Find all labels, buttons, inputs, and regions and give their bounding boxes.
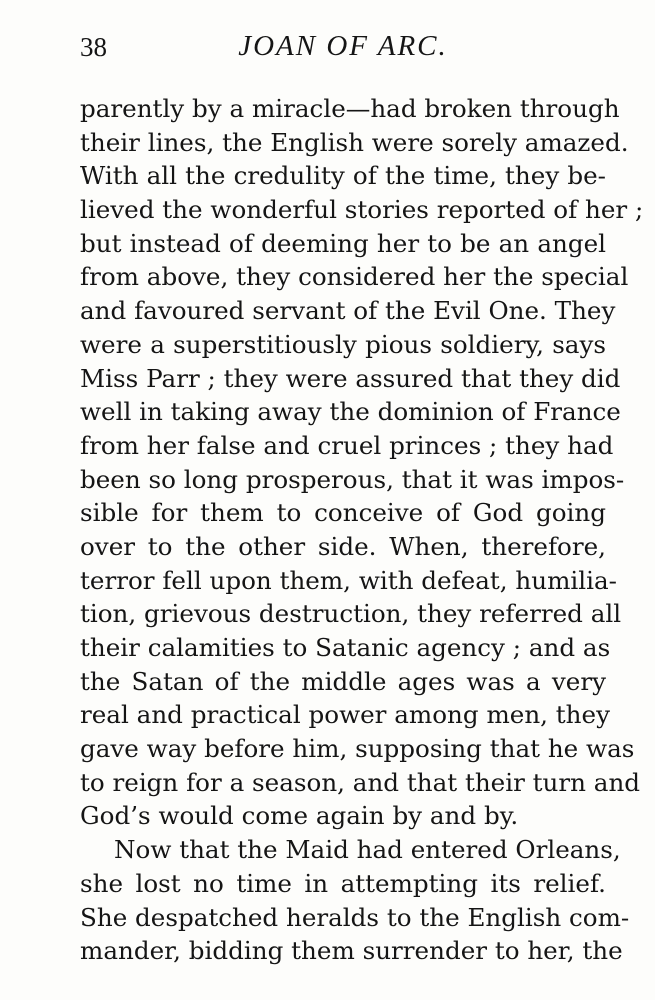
paragraph-last-line: God’s would come again by and by. — [80, 801, 519, 831]
text-line: parently by a miracle—had broken through — [80, 94, 620, 123]
text-line: to reign for a season, and that their turn and — [80, 767, 641, 797]
text-line: With all the credulity of the time, they be- — [80, 161, 606, 191]
text-line: were a superstitiously pious soldiery, says — [80, 329, 606, 359]
body-text — [80, 92, 644, 968]
text-line: from her false and cruel princes ; they had — [80, 430, 614, 460]
text-line: She despatched heralds to the English com- — [80, 902, 630, 932]
text-line: mander, bidding them surrender to her, the — [80, 936, 623, 966]
text-line: terror fell upon them, with defeat, humilia- — [80, 565, 617, 595]
text-line: their calamities to Satanic agency ; and as — [80, 633, 611, 662]
text-line: sible for them to conceive of God going — [80, 498, 606, 528]
text-line: gave way before him, supposing that he was — [80, 734, 635, 764]
text-line: their lines, the English were sorely amazed. — [80, 127, 629, 157]
running-head — [80, 30, 606, 70]
text-line: she lost no time in attempting its relief. — [80, 868, 606, 898]
page-number: 38 — [80, 32, 107, 62]
book-page — [80, 30, 644, 966]
text-line: real and practical power among men, they — [80, 700, 610, 730]
text-line: and favoured servant of the Evil One. They — [80, 296, 616, 326]
running-title: JOAN OF ARC. — [238, 30, 448, 62]
text-line: but instead of deeming her to be an angel — [80, 228, 606, 258]
text-line: Miss Parr ; they were assured that they did — [80, 363, 621, 393]
text-line: the Satan of the middle ages was a very — [80, 666, 606, 696]
text-line: over to the other side. When, therefore, — [80, 531, 606, 561]
text-line: tion, grievous destruction, they referred all — [80, 599, 622, 629]
text-line: from above, they considered her the special — [80, 262, 629, 292]
text-line: well in taking away the dominion of France — [80, 397, 621, 427]
text-line: lieved the wonderful stories reported of her ; — [80, 195, 644, 225]
paragraph-first-line: Now that the Maid had entered Orleans, — [114, 835, 621, 865]
text-line: been so long prosperous, that it was impos- — [80, 464, 625, 494]
